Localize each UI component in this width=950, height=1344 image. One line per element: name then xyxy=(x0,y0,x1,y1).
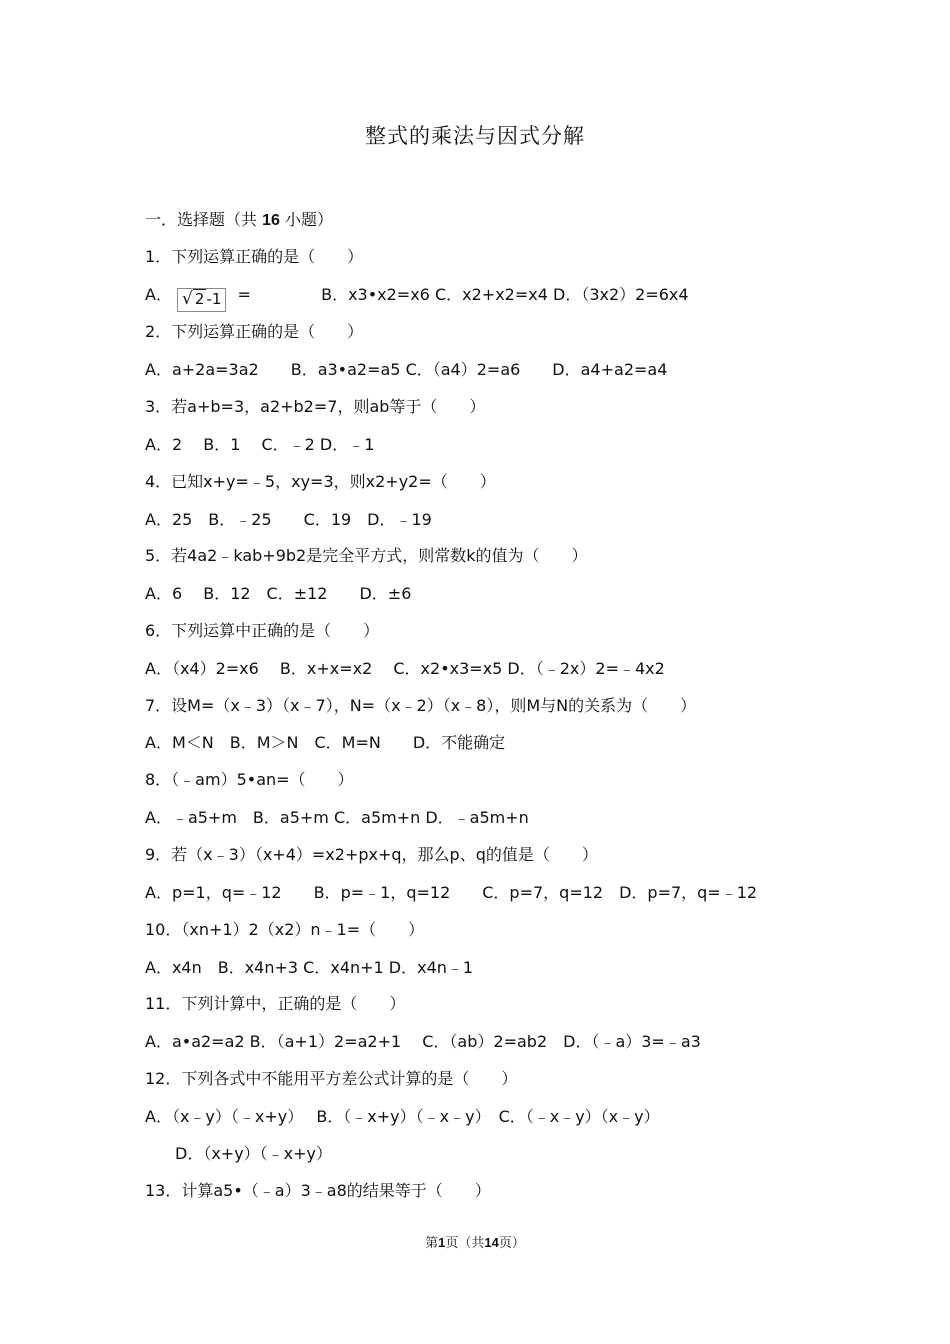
question-9: 9．若（x﹣3）（x+4）=x2+px+q，那么p、q的值是（ ） xyxy=(145,845,598,864)
question-4-options: A．25 B．﹣25 C．19 D．﹣19 xyxy=(145,510,432,529)
footer-post: 页） xyxy=(498,1236,525,1251)
question-7: 7．设M=（x﹣3）（x﹣7），N=（x﹣2）（x﹣8），则M与N的关系为（ ） xyxy=(145,696,697,715)
question-10-options: A．x4n B．x4n+3 C．x4n+1 D．x4n﹣1 xyxy=(145,958,474,977)
question-11: 11．下列计算中，正确的是（ ） xyxy=(145,994,406,1013)
option-a-label: A． xyxy=(145,285,172,304)
question-4: 4．已知x+y=﹣5，xy=3，则x2+y2=（ ） xyxy=(145,472,496,491)
section-count: 16 xyxy=(262,212,280,229)
question-9-options: A．p=1，q=﹣12 B．p=﹣1，q=12 C．p=7，q=12 D．p=7，q=﹣12 xyxy=(145,883,758,902)
option-a-equals: = xyxy=(237,285,251,304)
sqrt-expression-image xyxy=(177,288,226,312)
question-5-options: A．6 B．12 C．±12 D．±6 xyxy=(145,584,412,603)
page-title: 整式的乘法与因式分解 xyxy=(365,124,585,148)
question-6: 6．下列运算中正确的是（ ） xyxy=(145,621,380,640)
question-6-options: A．（x4）2=x6 B．x+x=x2 C．x2•x3=x5 D．（﹣2x）2=﹣4x2 xyxy=(145,659,665,678)
sqrt-after: -1 xyxy=(206,290,222,308)
question-10: 10．（xn+1）2（x2）n﹣1=（ ） xyxy=(145,920,425,939)
option-b: B．x3•x2=x6 xyxy=(321,285,430,304)
question-3: 3．若a+b=3，a2+b2=7，则ab等于（ ） xyxy=(145,397,486,416)
option-d: D．（3x2）2=6x4 xyxy=(553,285,689,304)
section-heading xyxy=(145,207,333,230)
question-1-options xyxy=(145,284,689,312)
section-suffix: 小题） xyxy=(285,210,334,229)
section-prefix: 一．选择题（共 xyxy=(145,210,258,229)
question-8-options: A．﹣a5+m B．a5+m C．a5m+n D．﹣a5m+n xyxy=(145,808,529,827)
question-2-options: A．a+2a=3a2 B．a3•a2=a5 C．（a4）2=a6 D．a4+a2=a4 xyxy=(145,360,668,379)
question-1: 1．下列运算正确的是（ ） xyxy=(145,247,364,266)
question-13: 13．计算a5•（﹣a）3﹣a8的结果等于（ ） xyxy=(145,1181,491,1200)
question-12-options: A．（x﹣y）（﹣x+y） B．（﹣x+y）（﹣x﹣y） C．（﹣x﹣y）（x﹣y） xyxy=(145,1107,660,1126)
page-footer xyxy=(0,1232,950,1251)
footer-mid: 页（共 xyxy=(445,1236,485,1251)
option-c: C．x2+x2=x4 xyxy=(434,285,548,304)
sqrt-icon: √ xyxy=(182,289,193,309)
question-3-options: A．2 B．1 C．﹣2 D．﹣1 xyxy=(145,435,375,454)
footer-page-number: 1 xyxy=(438,1235,446,1250)
question-12-option-d: D．（x+y）（﹣x+y） xyxy=(175,1144,333,1163)
question-2: 2．下列运算正确的是（ ） xyxy=(145,322,364,341)
question-12: 12．下列各式中不能用平方差公式计算的是（ ） xyxy=(145,1069,518,1088)
footer-pre: 第 xyxy=(425,1236,439,1251)
question-7-options: A．M＜N B．M＞N C．M=N D．不能确定 xyxy=(145,733,506,752)
radicand: 2 xyxy=(194,290,205,308)
question-8: 8．（﹣am）5•an=（ ） xyxy=(145,770,354,789)
footer-total-pages: 14 xyxy=(484,1235,499,1250)
question-11-options: A．a•a2=a2 B．（a+1）2=a2+1 C．（ab）2=ab2 D．（﹣a）3=﹣a3 xyxy=(145,1032,701,1051)
question-5: 5．若4a2﹣kab+9b2是完全平方式，则常数k的值为（ ） xyxy=(145,546,588,565)
